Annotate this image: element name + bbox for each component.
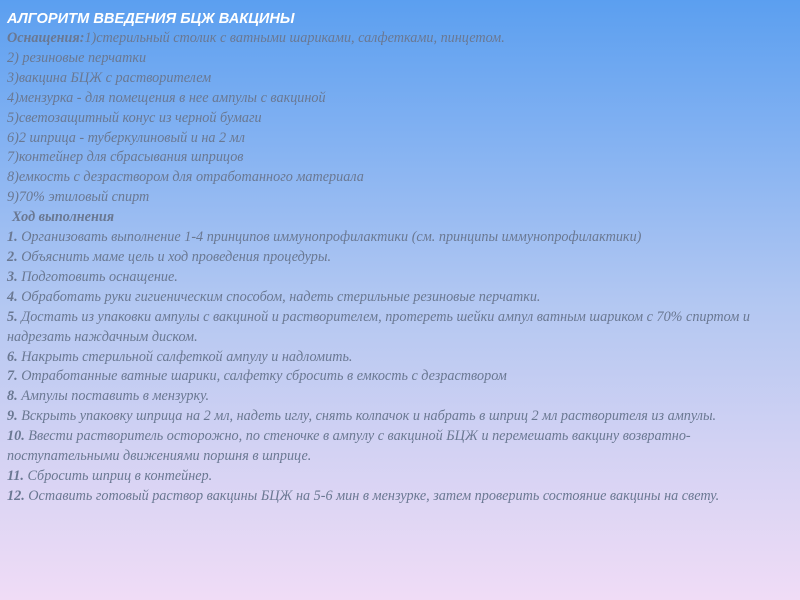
step-number: 1. — [7, 229, 18, 246]
procedure-step — [7, 487, 793, 507]
step-text: Накрыть стерильной салфеткой ампулу и надломить. — [17, 348, 353, 365]
slide-content — [7, 9, 793, 507]
equipment-item: 8)емкость с дезраствором для отработанного материала — [7, 169, 364, 186]
procedure-step — [7, 288, 793, 308]
page-title: АЛГОРИТМ ВВЕДЕНИЯ БЦЖ ВАКЦИНЫ — [7, 11, 295, 27]
procedure-step — [7, 407, 793, 427]
step-text: Подготовить оснащение. — [17, 268, 178, 285]
equipment-item: 7)контейнер для сбрасывания шприцов — [7, 149, 244, 166]
procedure-step — [7, 248, 793, 268]
step-number: 7. — [7, 368, 18, 385]
step-number: 12. — [7, 487, 25, 504]
procedure-step — [7, 427, 793, 467]
procedure-step — [7, 387, 793, 407]
step-number: 3. — [7, 268, 18, 285]
procedure-step — [7, 367, 793, 387]
procedure-step — [7, 228, 793, 248]
step-text: Отработанные ватные шарики, салфетку сбросить в емкость с дезраствором — [17, 368, 507, 385]
step-text: Организовать выполнение 1-4 принципов иммунопрофилактики (см. принципы иммунопрофилактики) — [17, 229, 642, 246]
equipment-item-1: 1)стерильный столик с ватными шариками, салфетками, пинцетом. — [84, 30, 505, 46]
step-text: Ампулы поставить в мензурку. — [17, 388, 210, 405]
equipment-item: 5)светозащитный конус из черной бумаги — [7, 109, 262, 126]
step-text: Объяснить маме цель и ход проведения процедуры. — [17, 248, 332, 265]
procedure-heading: Ход выполнения — [12, 209, 115, 226]
equipment-item: 4)мензурка - для помещения в нее ампулы с вакциной — [7, 89, 326, 106]
equipment-label: Оснащения: — [7, 30, 85, 46]
step-text: Достать из упаковки ампулы с вакциной и растворителем, протереть шейки ампул ватным шариком с 70% спиртом и надрезать наждачным диском. — [7, 308, 750, 345]
step-number: 2. — [7, 248, 18, 265]
equipment-intro — [7, 29, 793, 49]
procedure-step — [7, 467, 793, 487]
procedure-step — [7, 268, 793, 288]
step-number: 6. — [7, 348, 18, 365]
step-number: 9. — [7, 408, 18, 425]
step-text: Вскрыть упаковку шприца на 2 мл, надеть иглу, снять колпачок и набрать в шприц 2 мл растворителя из ампулы. — [17, 408, 717, 425]
step-text: Оставить готовый раствор вакцины БЦЖ на 5-6 мин в мензурке, затем проверить состояние вакцины на свету. — [24, 487, 720, 504]
step-number: 11. — [7, 467, 24, 484]
procedure-step — [7, 308, 793, 348]
step-text: Сбросить шприц в контейнер. — [23, 467, 213, 484]
equipment-item: 6)2 шприца - туберкулиновый и на 2 мл — [7, 129, 245, 146]
equipment-item: 2) резиновые перчатки — [7, 49, 147, 66]
step-number: 4. — [7, 288, 18, 305]
step-number: 10. — [7, 428, 25, 445]
step-text: Ввести растворитель осторожно, по стеночке в ампулу с вакциной БЦЖ и перемешать вакцину возвратно-поступательными движениями поршня в шприце. — [7, 428, 691, 465]
step-number: 5. — [7, 308, 18, 325]
step-number: 8. — [7, 388, 18, 405]
step-text: Обработать руки гигиеническим способом, надеть стерильные резиновые перчатки. — [17, 288, 541, 305]
procedure-step — [7, 348, 793, 368]
equipment-item: 9)70% этиловый спирт — [7, 189, 150, 206]
equipment-item: 3)вакцина БЦЖ с растворителем — [7, 69, 212, 86]
